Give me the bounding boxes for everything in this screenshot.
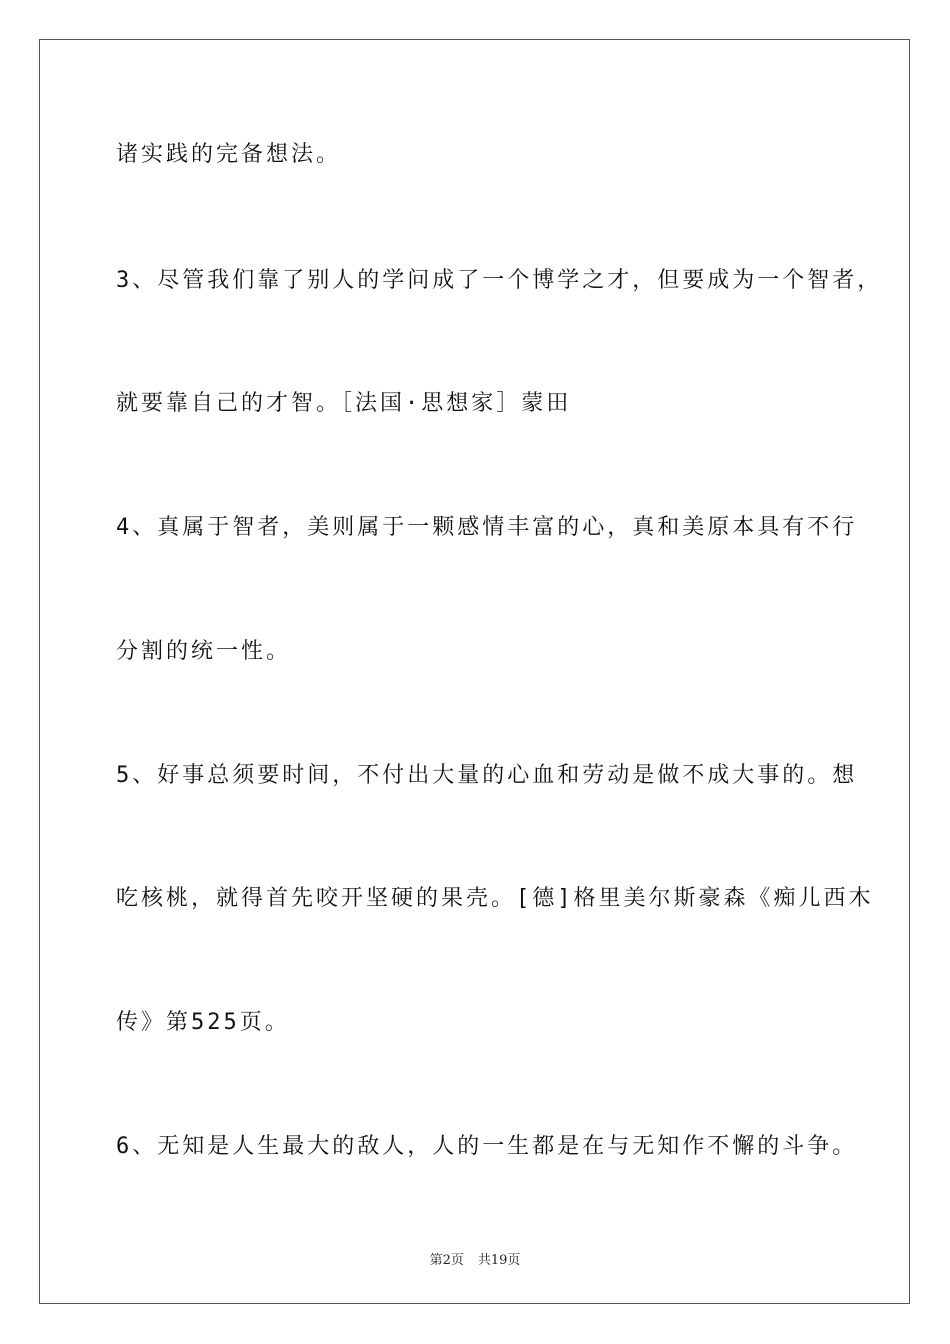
text-line-8: 传》第525页。 (116, 1010, 290, 1035)
text-line-7: 吃核桃，就得首先咬开坚硬的果壳。[德]格里美尔斯豪森《痴儿西木 (116, 886, 874, 911)
text-line-2: 3、尽管我们靠了别人的学问成了一个博学之才，但要成为一个智者， (116, 268, 883, 293)
text-line-5: 分割的统一性。 (116, 639, 292, 664)
text-line-4: 4、真属于智者，美则属于一颗感情丰富的心，真和美原本具有不行 (116, 515, 858, 540)
total-pages: 共19页 (477, 1253, 521, 1268)
text-line-6: 5、好事总须要时间，不付出大量的心血和劳动是做不成大事的。想 (116, 763, 858, 788)
page-footer (0, 1249, 950, 1268)
text-line-3: 就要靠自己的才智。［法国·思想家］蒙田 (116, 391, 572, 416)
page-number: 第2页 (429, 1253, 464, 1268)
text-line-1: 诸实践的完备想法。 (116, 142, 342, 167)
page-border (39, 39, 910, 1304)
text-line-9: 6、无知是人生最大的敌人，人的一生都是在与无知作不懈的斗争。 (116, 1134, 858, 1159)
